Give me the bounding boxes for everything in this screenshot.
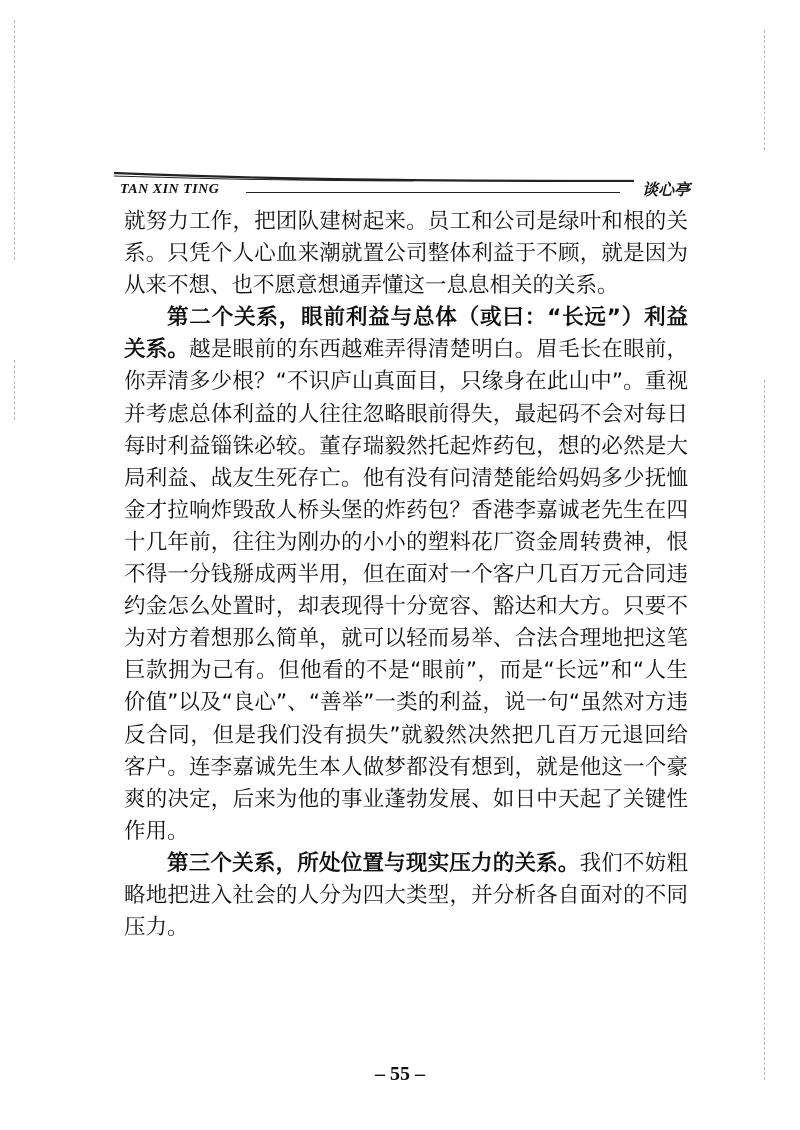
scan-edge-right <box>764 30 766 150</box>
scan-edge-right-lower <box>764 380 766 1080</box>
body-text <box>124 206 688 944</box>
page-number: – 55 – <box>375 1063 425 1085</box>
running-header <box>120 168 690 202</box>
header-pinyin-title: TAN XIN TING <box>120 182 220 197</box>
scan-edge-left <box>14 20 16 260</box>
header-rule <box>246 192 620 193</box>
paragraph-1-text: 就努力工作，把团队建树起来。员工和公司是绿叶和根的关系。只凭个人心血来潮就置公司整体利益于不顾，就是因为从来不想、也不愿意想通弄懂这一息息相关的关系。 <box>124 209 688 299</box>
paragraph-2 <box>124 302 688 848</box>
paragraph-2-lead: 第二个关系，眼前利益与总体（或曰：“长远”）利益关系。 <box>124 305 688 363</box>
paragraph-3-lead: 第三个关系，所处位置与现实压力的关系。 <box>167 850 580 876</box>
paragraph-3-text: 我们不妨粗略地把进入社会的人分为四大类型，并分析各自面对的不同压力。 <box>124 850 688 941</box>
paragraph-3 <box>124 848 688 944</box>
header-column-title: 谈心亭 <box>641 180 690 199</box>
header-swoosh-line <box>114 170 634 182</box>
paragraph-2-text: 越是眼前的东西越难弄得清楚明白。眉毛长在眼前，你弄清多少根？“不识庐山真面目，只缘身在此山中”。重视并考虑总体利益的人往往忽略眼前得失，最起码不会对每日每时利益锱铢必较。董存瑞毅然托起炸药包，想的必然是大局利益、战友生死存亡。他有没有问清楚能给妈妈多少抚恤金才拉响炸毁敌人桥头堡的炸药包？香港李嘉诚老先生在四十几年前，往往为刚办的小小的塑料花厂资金周转费神，恨不得一分钱掰成两半用，但在面对一个客户几百万元合同违约金怎么处置时，却表现得十分宽容、豁达和大方。只要不为对方着想那么简单，就可以轻而易举、合法合理地把这笔巨款拥为己有。但他看的不是“眼前”，而是“长远”和“人生价值”以及“良心”、“善举”一类的利益，说一句“虽然对方违反合同，但是我们没有损失”就毅然决然把几百万元退回给客户。连李嘉诚先生本人做梦都没有想到，就是他这一个豪爽的决定，后来为他的事业蓬勃发展、如日中天起了关键性作用。 <box>124 337 688 844</box>
scan-edge-left-lower <box>14 360 16 420</box>
paragraph-1 <box>124 206 688 302</box>
